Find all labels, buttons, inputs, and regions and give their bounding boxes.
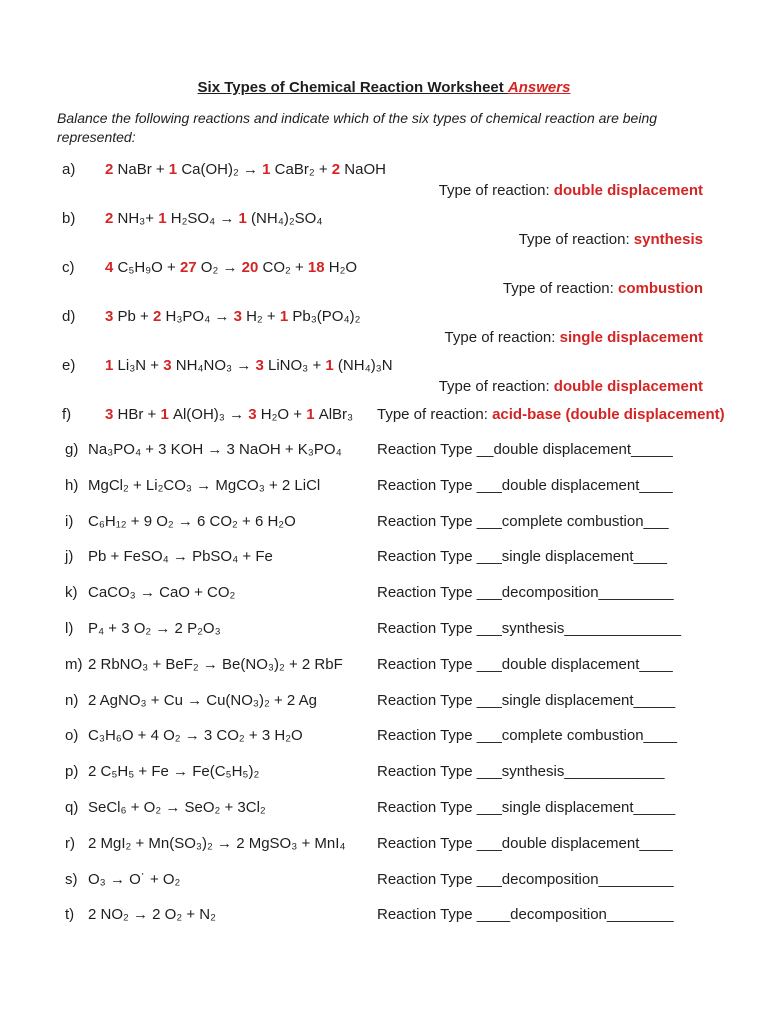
- reaction-type-response: Reaction Type ___double displacement____: [377, 834, 673, 852]
- balancing-coefficient: 1: [168, 161, 182, 178]
- equation-text: HBr +: [117, 406, 161, 423]
- page-title-answers-text: Answers: [507, 79, 571, 96]
- item-letter-label: t): [65, 906, 75, 924]
- chemical-equation: [105, 259, 357, 277]
- type-of-reaction-prefix: Type of reaction:: [518, 231, 634, 248]
- worksheet-item: [0, 727, 768, 747]
- chemical-equation: [105, 357, 393, 375]
- equation-text: LiNO₃ +: [268, 357, 326, 374]
- equation-text: Al(OH)₃ →: [172, 406, 249, 423]
- reaction-type-response: Reaction Type ___decomposition_________: [377, 584, 674, 602]
- type-of-reaction-line: [503, 280, 703, 298]
- reaction-type-response: Reaction Type ____decomposition________: [377, 906, 674, 924]
- balancing-coefficient: 1: [262, 161, 275, 178]
- worksheet-item: [0, 656, 768, 676]
- equation-text: NH₄NO₃ →: [175, 357, 256, 374]
- equation-text: (NH₄)₂SO₄: [251, 210, 323, 227]
- balancing-coefficient: 3: [163, 357, 176, 374]
- type-of-reaction-line: [445, 329, 703, 347]
- reaction-type-response: Reaction Type ___single displacement_____: [377, 691, 676, 709]
- worksheet-item: [0, 259, 768, 307]
- balancing-coefficient: 1: [238, 210, 252, 227]
- item-letter-label: o): [65, 727, 79, 745]
- item-letter-label: c): [62, 259, 75, 276]
- balancing-coefficient: 3: [248, 406, 261, 423]
- equation-text: NaOH: [344, 161, 386, 178]
- reaction-type-response: Reaction Type __double displacement_____: [377, 441, 673, 458]
- equation-text: H₂SO₄ →: [170, 210, 239, 227]
- item-letter-label: m): [65, 655, 83, 673]
- balancing-coefficient: 1: [160, 406, 173, 423]
- worksheet-item: [0, 692, 768, 712]
- chemical-equation: Na₃PO₄ + 3 KOH → 3 NaOH + K₃PO₄: [88, 441, 342, 458]
- reaction-type-response: Reaction Type ___double displacement____: [377, 476, 673, 494]
- item-letter-label: b): [62, 210, 76, 227]
- item-letter-label: k): [65, 584, 78, 602]
- chemical-equation: 2 C₅H₅ + Fe → Fe(C₅H₅)₂: [88, 763, 260, 781]
- type-of-reaction-prefix: Type of reaction:: [438, 182, 554, 199]
- type-of-reaction-line: [519, 231, 703, 249]
- equation-text: H₂O: [328, 259, 358, 276]
- type-of-reaction-prefix: Type of reaction:: [377, 406, 493, 423]
- worksheet-item: [0, 584, 768, 604]
- balancing-coefficient: 1: [105, 357, 118, 374]
- worksheet-item: [0, 357, 768, 405]
- reaction-type-response: Reaction Type ___double displacement____: [377, 655, 673, 673]
- chemical-equation: SeCl₆ + O₂ → SeO₂ + 3Cl₂: [88, 799, 266, 816]
- balancing-coefficient: 2: [105, 161, 118, 178]
- item-letter-label: f): [62, 406, 72, 423]
- balancing-coefficient: 3: [233, 308, 247, 325]
- item-letter-label: s): [65, 870, 78, 888]
- worksheet-item: [0, 441, 768, 461]
- item-letter-label: h): [65, 476, 79, 494]
- chemical-equation: Pb + FeSO₄ → PbSO₄ + Fe: [88, 548, 273, 566]
- instructions: [57, 109, 657, 146]
- chemical-equation: P₄ + 3 O₂ → 2 P₂O₃: [88, 620, 221, 637]
- chemical-equation: 2 AgNO₃ + Cu → Cu(NO₃)₂ + 2 Ag: [88, 691, 317, 709]
- type-of-reaction-line: [439, 182, 703, 200]
- item-letter-label: a): [62, 161, 76, 178]
- item-letter-label: i): [65, 512, 74, 530]
- equation-text: NaBr +: [117, 161, 169, 178]
- chemical-equation: 2 NO₂ → 2 O₂ + N₂: [88, 906, 216, 924]
- type-of-reaction-line: [439, 378, 703, 396]
- chemical-equation: 2 MgI₂ + Mn(SO₃)₂ → 2 MgSO₃ + MnI₄: [88, 834, 346, 852]
- item-letter-label: e): [62, 357, 76, 374]
- balancing-coefficient: 2: [331, 161, 345, 178]
- equation-text: Ca(OH)₂ →: [181, 161, 263, 178]
- page-title-text: Six Types of Chemical Reaction Worksheet: [197, 79, 508, 96]
- type-of-reaction-line: [377, 406, 725, 424]
- item-letter-label: r): [65, 834, 75, 852]
- worksheet-item: [0, 477, 768, 497]
- chemical-equation: MgCl₂ + Li₂CO₃ → MgCO₃ + 2 LiCl: [88, 476, 321, 494]
- worksheet-item: [0, 513, 768, 533]
- equation-text: NH₃+: [117, 210, 159, 227]
- equation-text: H₂ +: [246, 308, 280, 325]
- balancing-coefficient: 20: [241, 259, 263, 276]
- reaction-type-answer: acid-base (double displacement): [492, 406, 725, 423]
- balancing-coefficient: 2: [152, 308, 166, 325]
- reaction-type-answer: double displacement: [553, 182, 703, 199]
- chemical-equation: [105, 210, 322, 228]
- item-letter-label: n): [65, 691, 79, 709]
- worksheet-item: [0, 871, 768, 891]
- worksheet-item: [0, 406, 768, 426]
- balancing-coefficient: 3: [255, 357, 268, 374]
- page-title: [0, 79, 768, 96]
- balancing-coefficient: 3: [105, 308, 118, 325]
- worksheet-item: [0, 620, 768, 640]
- type-of-reaction-prefix: Type of reaction:: [502, 280, 618, 297]
- instructions-line-1: Balance the following reactions and indicate which of the six types of chemical reaction are being: [57, 110, 658, 126]
- balancing-coefficient: 3: [105, 406, 118, 423]
- balancing-coefficient: 1: [325, 357, 338, 374]
- worksheet-item: [0, 799, 768, 819]
- equation-text: CO₂ +: [262, 259, 308, 276]
- balancing-coefficient: 1: [306, 406, 319, 423]
- chemical-equation: O₃ → O˙ + O₂: [88, 870, 181, 888]
- worksheet-item: [0, 548, 768, 568]
- balancing-coefficient: 1: [158, 210, 171, 227]
- worksheet-item: [0, 906, 768, 926]
- balancing-coefficient: 1: [279, 308, 293, 325]
- item-letter-label: g): [65, 441, 79, 458]
- equation-text: AlBr₃: [318, 406, 354, 423]
- equation-text: Li₃N +: [117, 357, 164, 374]
- reaction-type-answer: synthesis: [633, 231, 703, 248]
- worksheet-item: [0, 835, 768, 855]
- equation-text: Pb +: [117, 308, 153, 325]
- item-letter-label: q): [65, 799, 79, 816]
- equation-text: H₂O +: [260, 406, 307, 423]
- chemical-equation: 2 RbNO₃ + BeF₂ → Be(NO₃)₂ + 2 RbF: [88, 655, 343, 673]
- worksheet-item: [0, 210, 768, 258]
- chemical-equation: CaCO₃ → CaO + CO₂: [88, 584, 236, 602]
- reaction-type-answer: combustion: [618, 280, 703, 297]
- worksheet-item: [0, 161, 768, 209]
- reaction-type-response: Reaction Type ___single displacement_____: [377, 799, 676, 816]
- balancing-coefficient: 2: [105, 210, 118, 227]
- reaction-type-response: Reaction Type ___decomposition_________: [377, 870, 674, 888]
- instructions-line-2: represented:: [57, 128, 136, 145]
- item-letter-label: j): [65, 548, 74, 566]
- chemical-equation: C₃H₆O + 4 O₂ → 3 CO₂ + 3 H₂O: [88, 727, 303, 745]
- reaction-type-response: Reaction Type ___synthesis____________: [377, 763, 665, 781]
- reaction-type-response: Reaction Type ___complete combustion___: [377, 512, 669, 530]
- worksheet-item: [0, 763, 768, 783]
- equation-text: O₂ →: [200, 259, 242, 276]
- balancing-coefficient: 27: [179, 259, 201, 276]
- worksheet-item: [0, 308, 768, 356]
- type-of-reaction-prefix: Type of reaction:: [444, 329, 560, 346]
- equation-text: H₃PO₄ →: [165, 308, 234, 325]
- chemical-equation: [105, 406, 353, 424]
- chemical-equation: [105, 161, 386, 179]
- item-letter-label: d): [62, 308, 76, 325]
- reaction-type-answer: single displacement: [559, 329, 703, 346]
- equation-text: Pb₃(PO₄)₂: [292, 308, 361, 325]
- balancing-coefficient: 4: [105, 259, 118, 276]
- item-letter-label: l): [65, 620, 74, 637]
- balancing-coefficient: 18: [307, 259, 329, 276]
- equation-text: CaBr₂ +: [274, 161, 332, 178]
- item-letter-label: p): [65, 763, 79, 781]
- reaction-type-response: Reaction Type ___synthesis______________: [377, 620, 682, 637]
- reaction-type-response: Reaction Type ___single displacement____: [377, 548, 667, 566]
- type-of-reaction-prefix: Type of reaction:: [438, 378, 554, 395]
- chemical-equation: C₆H₁₂ + 9 O₂ → 6 CO₂ + 6 H₂O: [88, 512, 296, 530]
- equation-text: (NH₄)₃N: [337, 357, 393, 374]
- reaction-type-response: Reaction Type ___complete combustion____: [377, 727, 677, 745]
- chemical-equation: [105, 308, 360, 326]
- equation-text: C₅H₉O +: [117, 259, 180, 276]
- reaction-type-answer: double displacement: [553, 378, 703, 395]
